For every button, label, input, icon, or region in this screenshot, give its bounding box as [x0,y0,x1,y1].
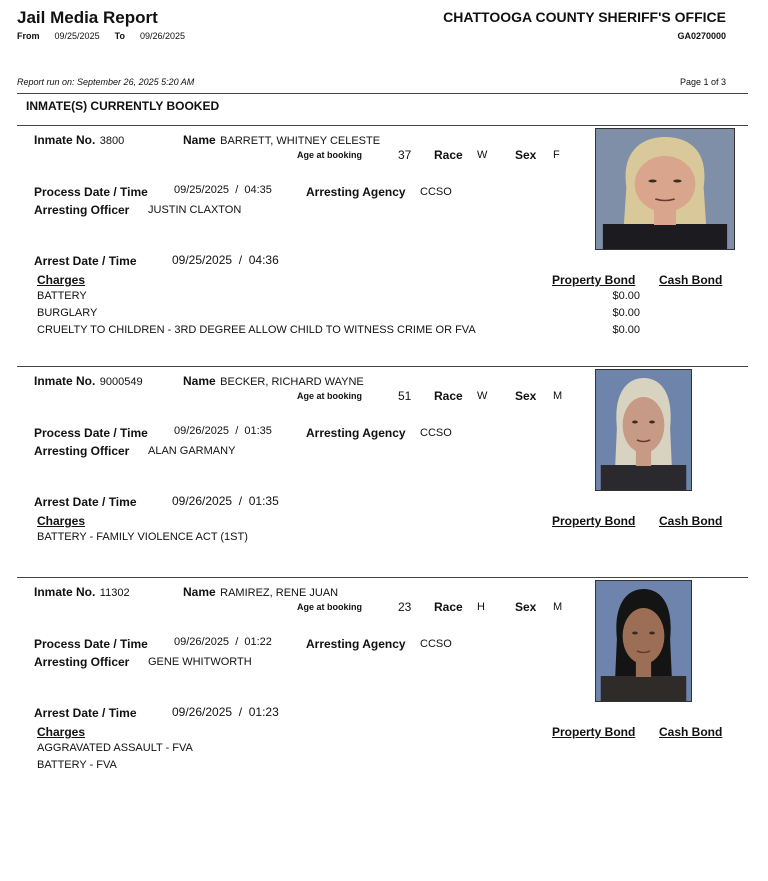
charge-text: BATTERY - FAMILY VIOLENCE ACT (1ST) [37,531,248,543]
inmate-record [0,125,768,335]
arresting-officer-label: Arresting Officer [34,203,130,217]
process-date: 09/26/2025 [174,636,230,648]
arresting-agency-label: Arresting Agency [306,637,406,651]
process-time: 01:22 [244,636,272,648]
inmate-no-group [34,131,124,149]
property-bond-amount: $0.00 [612,307,640,319]
process-date: 09/25/2025 [174,184,230,196]
sex-label: Sex [515,600,537,614]
cash-bond-heading: Cash Bond [659,514,723,528]
process-label: Process Date / Time [34,185,148,199]
process-time: 01:35 [244,425,272,437]
arrest-date: 09/26/2025 [172,494,233,508]
arrest-label: Arrest Date / Time [34,706,137,720]
arresting-agency: CCSO [420,427,452,439]
booking-photo [595,369,692,491]
booking-photo [595,580,692,702]
sex-value: M [553,390,563,402]
property-bond-amount: $0.00 [612,324,640,336]
mugshot-image [596,129,734,249]
inmate-no-group [34,583,130,601]
process-date: 09/26/2025 [174,425,230,437]
race-label: Race [434,148,463,162]
header-divider [17,93,748,94]
charges-heading: Charges [37,514,86,528]
mugshot-image [596,370,691,490]
process-label: Process Date / Time [34,637,148,651]
property-bond-heading: Property Bond [552,725,636,739]
inmate-no: 9000549 [99,376,143,388]
to-label: To [114,31,125,41]
arrest-time: 01:23 [248,705,279,719]
arresting-officer: JUSTIN CLAXTON [148,204,242,216]
charge-text: AGGRAVATED ASSAULT - FVA [37,742,193,754]
agency-name: CHATTOOGA COUNTY SHERIFF'S OFFICE [443,9,726,25]
property-bond-heading: Property Bond [552,514,636,528]
arresting-officer: GENE WHITWORTH [148,656,252,668]
ori-number: GA0270000 [677,31,726,41]
record-divider [17,125,748,126]
booking-photo [595,128,735,250]
cash-bond-heading: Cash Bond [659,273,723,287]
charge-text: BATTERY [37,290,87,302]
charges-heading: Charges [37,725,86,739]
slash: / [238,494,243,508]
to-date: 09/26/2025 [139,31,186,41]
inmate-no: 3800 [99,135,125,147]
from-date: 09/25/2025 [54,31,100,41]
sex-label: Sex [515,148,537,162]
name-group [183,372,364,390]
record-divider [17,577,748,578]
inmate-no-group [34,372,143,390]
race-label: Race [434,389,463,403]
arrest-datetime [172,705,279,719]
process-datetime [174,425,272,437]
report-run-on: Report run on: September 26, 2025 5:20 AM [17,77,195,87]
arrest-date: 09/26/2025 [172,705,233,719]
arresting-officer: ALAN GARMANY [148,445,236,457]
arresting-agency: CCSO [420,186,452,198]
process-time: 04:35 [244,184,272,196]
age-label: Age at booking [297,602,362,612]
arrest-time: 04:36 [248,253,279,267]
property-bond-heading: Property Bond [552,273,636,287]
slash: / [235,425,239,437]
inmate-no-label: Inmate No. [34,374,96,388]
charges-heading: Charges [37,273,86,287]
process-datetime [174,636,272,648]
slash: / [238,253,243,267]
name-label: Name [183,585,216,599]
race-value: H [477,601,485,613]
date-range [17,31,185,41]
inmate-record [0,366,768,576]
age-value: 23 [398,600,412,614]
process-label: Process Date / Time [34,426,148,440]
sex-value: M [553,601,563,613]
arresting-agency-label: Arresting Agency [306,426,406,440]
name-label: Name [183,133,216,147]
mugshot-image [596,581,691,701]
inmate-no-label: Inmate No. [34,133,96,147]
section-heading: INMATE(S) CURRENTLY BOOKED [26,99,220,113]
inmate-name: RAMIREZ, RENE JUAN [220,587,339,599]
inmate-no-label: Inmate No. [34,585,96,599]
charge-text: CRUELTY TO CHILDREN - 3RD DEGREE ALLOW CHILD TO WITNESS CRIME OR FVA [37,324,476,336]
arresting-agency: CCSO [420,638,452,650]
age-label: Age at booking [297,391,362,401]
record-divider [17,366,748,367]
name-group [183,583,338,601]
race-value: W [477,390,488,402]
arrest-date: 09/25/2025 [172,253,233,267]
slash: / [235,184,239,196]
arrest-time: 01:35 [248,494,279,508]
charge-text: BURGLARY [37,307,98,319]
property-bond-amount: $0.00 [612,290,640,302]
inmate-no: 11302 [99,587,130,599]
process-datetime [174,184,272,196]
slash: / [235,636,239,648]
charge-text: BATTERY - FVA [37,759,117,771]
arresting-officer-label: Arresting Officer [34,444,130,458]
arrest-label: Arrest Date / Time [34,495,137,509]
name-group [183,131,380,149]
slash: / [238,705,243,719]
sex-label: Sex [515,389,537,403]
sex-value: F [553,149,560,161]
arrest-datetime [172,494,279,508]
arresting-officer-label: Arresting Officer [34,655,130,669]
page-number: Page 1 of 3 [679,77,726,87]
inmate-name: BECKER, RICHARD WAYNE [220,376,364,388]
arrest-label: Arrest Date / Time [34,254,137,268]
race-value: W [477,149,488,161]
race-label: Race [434,600,463,614]
age-value: 37 [398,148,412,162]
age-label: Age at booking [297,150,362,160]
inmate-name: BARRETT, WHITNEY CELESTE [220,135,381,147]
inmate-record [0,577,768,787]
cash-bond-heading: Cash Bond [659,725,723,739]
report-title: Jail Media Report [17,8,158,27]
name-label: Name [183,374,216,388]
age-value: 51 [398,389,412,403]
arresting-agency-label: Arresting Agency [306,185,406,199]
arrest-datetime [172,253,279,267]
from-label: From [17,31,40,41]
